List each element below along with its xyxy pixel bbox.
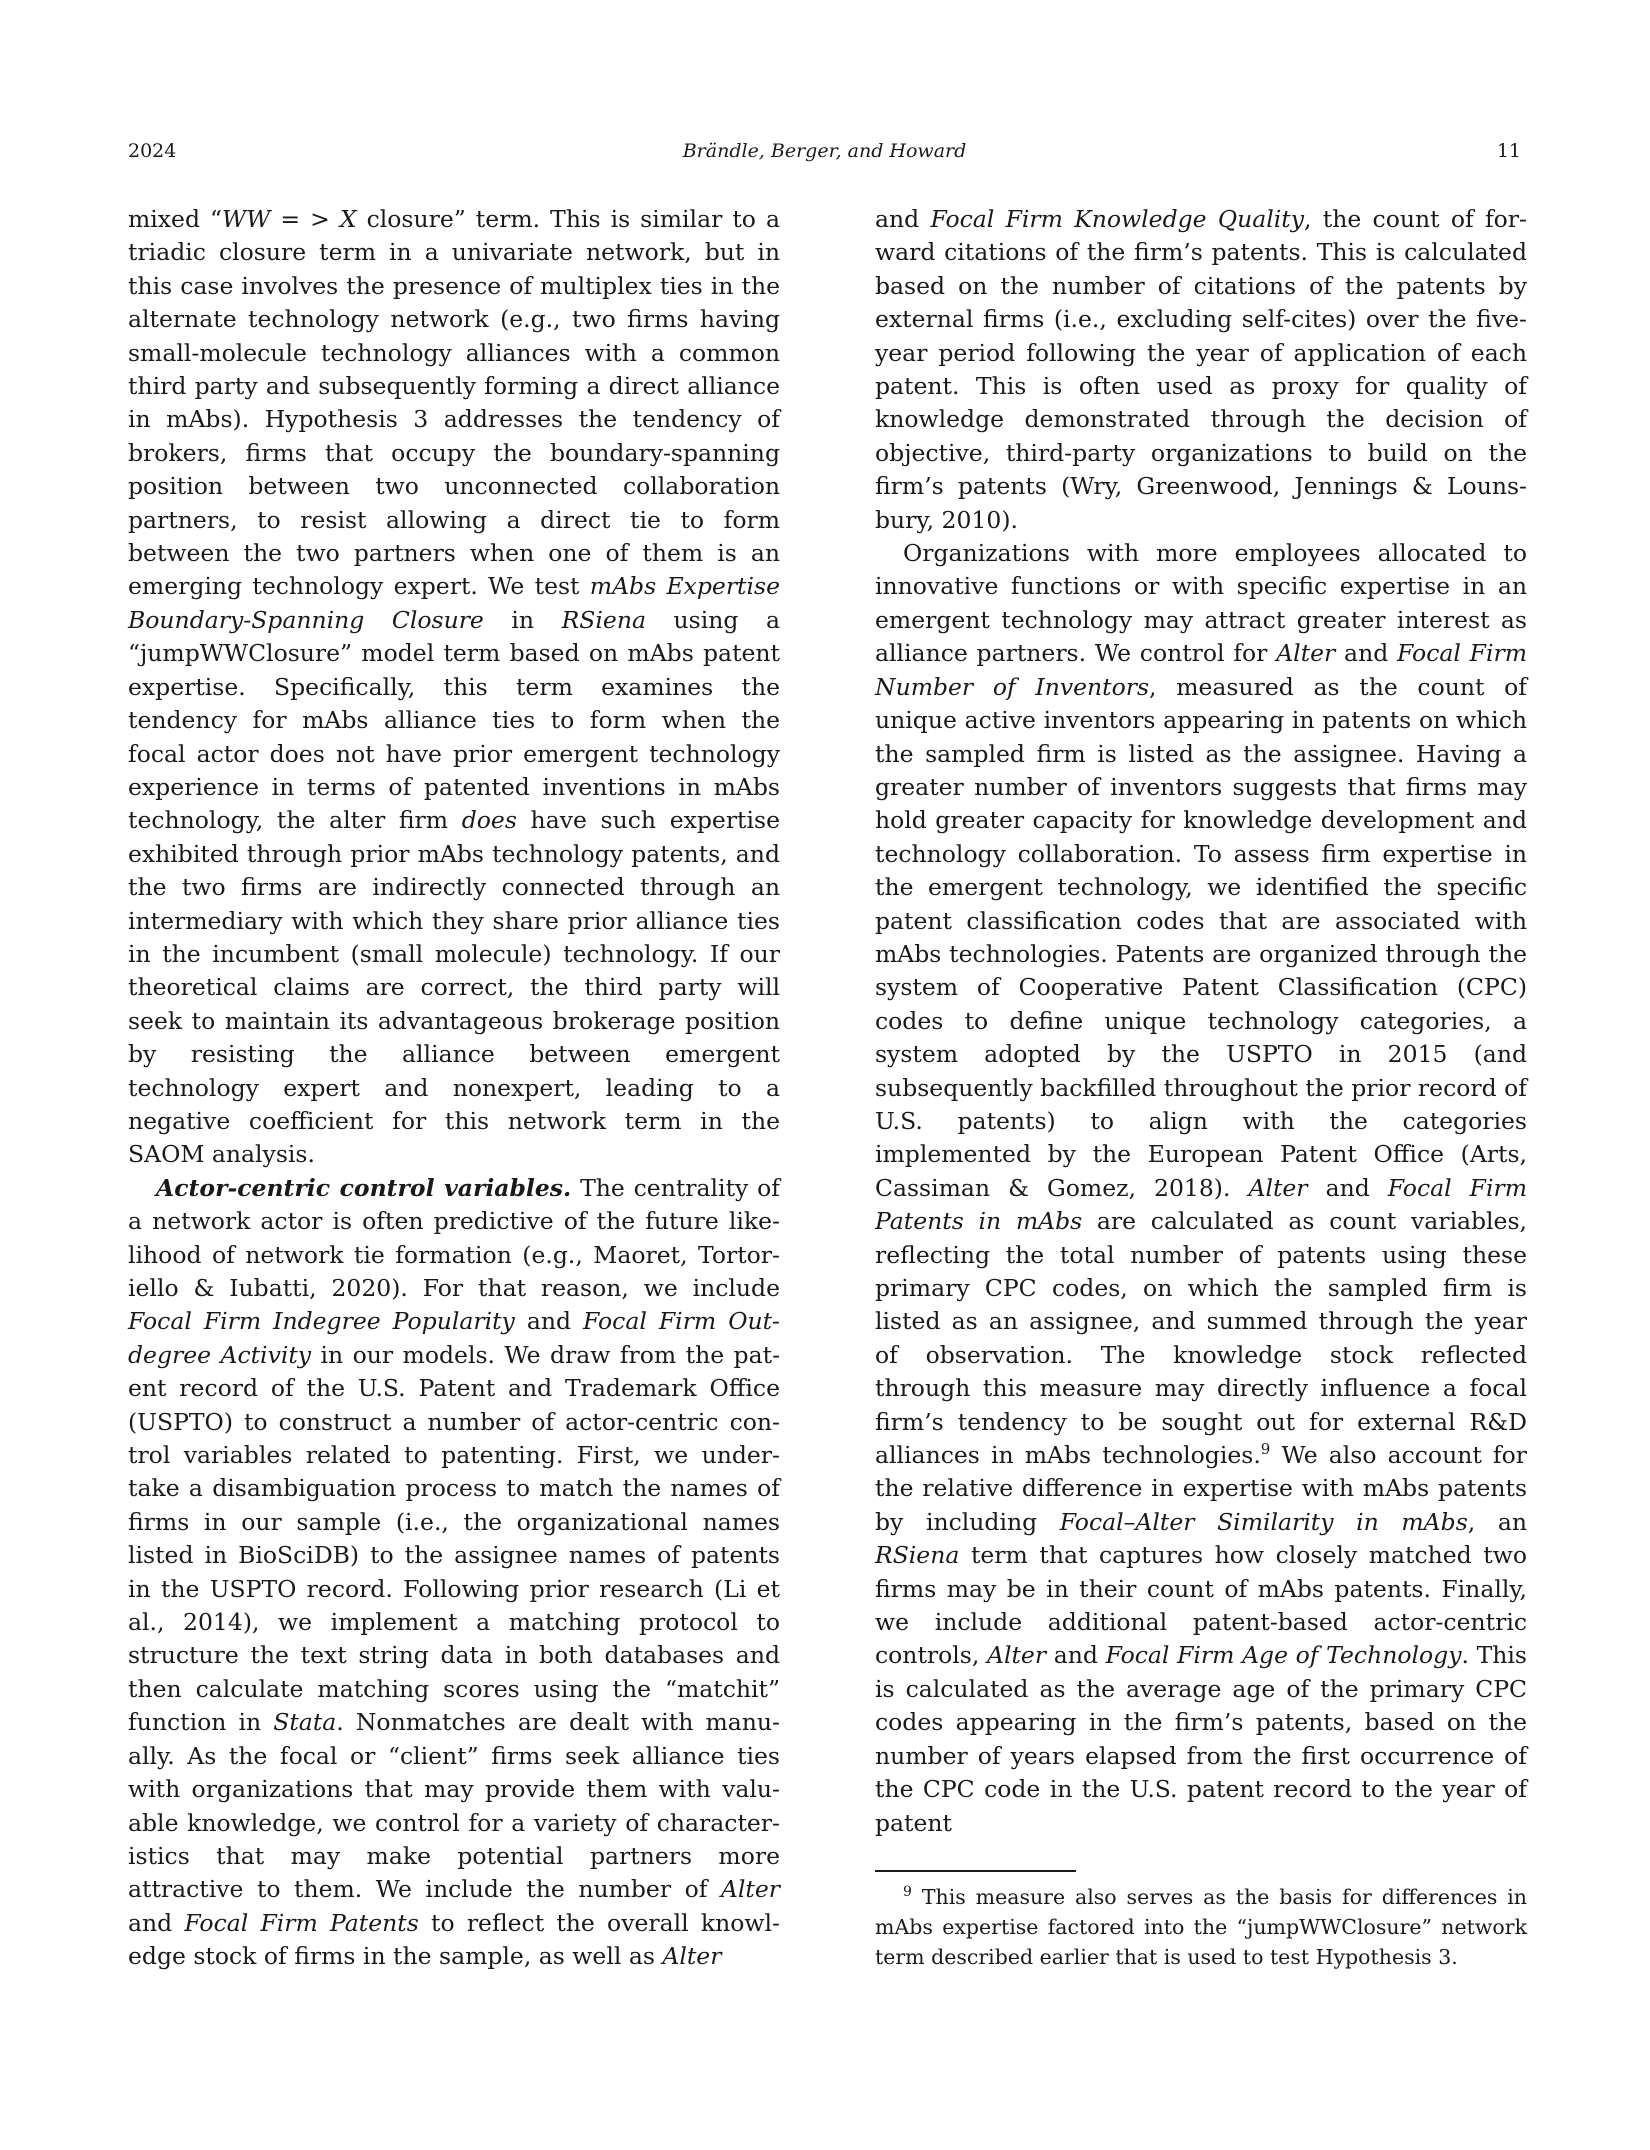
italic-term: Focal Firm Knowledge Quality <box>930 205 1305 233</box>
running-head-authors: Brändle, Berger, and Howard <box>682 140 967 162</box>
text-run: and <box>1335 639 1398 668</box>
left-column <box>128 203 780 1974</box>
paragraph-actor-centric-body <box>128 1174 780 1970</box>
text-run: We also account for the relative difference in expertise with mAbs patents by including <box>875 1441 1527 1536</box>
footnote-divider <box>875 1870 1076 1872</box>
subsection-heading: Actor-centric control variables. <box>156 1173 572 1202</box>
italic-term: WW <box>222 205 271 233</box>
italic-term: Alter <box>1248 1173 1308 1202</box>
footnote-reference: 9 <box>1260 1440 1271 1459</box>
running-head <box>128 140 1521 170</box>
italic-term: Stata <box>273 1708 337 1737</box>
text-run: term that captures how closely matched two firms may be in their count of mAbs patents. Finally, we include additional patent-based actor-centric controls, <box>875 1541 1527 1670</box>
italic-term: Focal Firm Number of Inventors <box>875 639 1528 701</box>
text-run: are calculated as count variables, reflecting the total number of patents using these primary CPC codes, on which the sampled firm is listed as an assignee, and summed through the year of observation. The knowledge stock reflected through this measure may directly influence a focal firm’s tendency to be sought out for external R&D alliances in mAbs technologies. <box>875 1207 1527 1470</box>
text-run: have such expertise exhibited through prior mAbs technology patents, and the two firms are indirectly connected through an intermediary with which they share prior alliance ties in the incumbent (small molecule) technology. If our theoretical claims are correct, the third party will seek to maintain its advantageous brokerage position by resisting the alliance between emergent technology expert and nonexpert, leading to a negative coefficient for this network term in the SAOM analysis. <box>128 806 780 1169</box>
text-run: . This is calculated as the average age of the primary CPC codes appearing in the firm’s patents, based on the number of years elapsed from the first occurrence of the CPC code in the U.S. patent record to the year of patent <box>875 1641 1527 1837</box>
text-run: and <box>1046 1641 1106 1670</box>
text-run: and <box>875 205 931 233</box>
footnote-marker: 9 <box>903 1884 912 1901</box>
text-run: closure” term. This is similar to a triadic closure term in a univariate network, but in this case involves the presence of multiplex ties in the alternate technology network (e.g., two firms having small-molecule technology alliances with a common third party and subsequently forming a direct alliance in mAbs). Hypothesis 3 addresses the tendency of brokers, firms that occupy the boundary-spanning position between two unconnected collaboration partners, to resist allowing a direct tie to form between the two partners when one of them is an emerging technology expert. We test <box>128 205 780 601</box>
italic-term: Alter <box>986 1641 1047 1670</box>
italic-term: RSiena <box>875 1541 960 1570</box>
italic-term: does <box>461 806 517 835</box>
italic-term: Focal Firm Patents in mAbs <box>875 1173 1527 1236</box>
italic-term: Focal Firm Patents <box>184 1908 419 1937</box>
italic-term: mAbs Expertise Boundary-Spanning Closure <box>128 572 780 634</box>
italic-term: Focal Firm Indegree Popularity <box>128 1307 515 1336</box>
text-run: . Nonmatches are dealt with manually. As the focal or “client” firms seek alliance ties with organizations that may provide them with valuable knowledge, we control for a variety of characteristics that may make potential partners more attractive to them. We include the number of <box>128 1708 780 1904</box>
footnote-text: This measure also serves as the basis for differences in mAbs expertise factored into the “jumpWWClosure” network term described earlier that is used to test Hypothesis 3. <box>875 1885 1527 1969</box>
italic-term: Focal–Alter Similarity in mAbs <box>1059 1507 1468 1536</box>
italic-term: Alter <box>1276 639 1336 668</box>
italic-term: Focal Firm Outdegree Activity <box>128 1307 780 1369</box>
italic-term: Alter <box>720 1875 780 1904</box>
text-run: , an <box>1467 1507 1527 1536</box>
text-run: , the count of forward citations of the firm’s patents. This is calculated based on the number of citations of the patents by external firms (i.e., excluding self-cites) over the five-year period following the year of application of each patent. This is often used as proxy for quality of knowledge demonstrated through the decision of objective, third-party organizations to build on the firm’s patents (Wry, Greenwood, Jennings & Lounsbury, 2010). <box>875 205 1527 534</box>
right-column <box>875 203 1527 1840</box>
text-run: Organizations with more employees allocated to innovative functions or with specific expertise in an emergent technology may attract greater interest as alliance partners. We control for <box>875 539 1527 668</box>
italic-term: X <box>339 205 357 233</box>
italic-term: Focal Firm Age of Technology <box>1105 1641 1462 1670</box>
text-run: and <box>128 1908 185 1937</box>
paragraph-inventors-and-patents <box>875 537 1527 1840</box>
text-run: mixed “ <box>128 205 223 233</box>
text-run: using a “jumpWWClosure” model term based on mAbs patent expertise. Specifically, this term examines the tendency for mAbs alliance ties to form when the focal actor does not have prior emergent technology experience in terms of patented inventions in mAbs technology, the alter firm <box>128 605 780 835</box>
paragraph-hypothesis-3-closure <box>128 203 780 1172</box>
text-run: = > <box>270 205 340 233</box>
footnote <box>875 1882 1527 1972</box>
paragraph-actor-centric-controls <box>128 1172 780 1974</box>
text-run: , measured as the count of unique active inventors appearing in patents on which the sampled firm is listed as the assignee. Having a greater number of inventors suggests that firms may hold greater capacity for knowledge development and technology collaboration. To assess firm expertise in the emergent technology, we identified the specific patent classification codes that are associated with mAbs technologies. Patents are organized through the system of Cooperative Patent Classification (CPC) codes to define unique technology categories, a system adopted by the USPTO in 2015 (and subsequently backfilled throughout the prior record of U.S. patents) to align with the categories implemented by the European Patent Office (Arts, Cassiman & Gomez, 2018). <box>875 672 1527 1202</box>
page-number: 11 <box>1496 140 1521 162</box>
text-run: The centrality of a network actor is often predictive of the future likelihood of network tie formation (e.g., Maoret, Tortoriello & Iubatti, 2020). For that reason, we include <box>128 1173 780 1302</box>
text-run: and <box>514 1307 584 1336</box>
italic-term: RSiena <box>561 605 646 634</box>
italic-term: Alter <box>662 1942 722 1971</box>
journal-year: 2024 <box>128 140 177 162</box>
text-run: and <box>1307 1173 1388 1202</box>
text-run: in our models. We draw from the patent record of the U.S. Patent and Trademark Office (USPTO) to construct a number of actor-centric control variables related to patenting. First, we undertake a disambiguation process to match the names of firms in our sample (i.e., the organizational names listed in BioSciDB) to the assignee names of patents in the USPTO record. Following prior research (Li et al., 2014), we implement a matching protocol to structure the text string data in both databases and then calculate matching scores using the “matchit” function in <box>128 1340 781 1737</box>
text-run: to reflect the overall knowledge stock of firms in the sample, as well as <box>128 1908 780 1971</box>
text-run: in <box>483 605 562 634</box>
paragraph-knowledge-quality <box>875 203 1527 537</box>
